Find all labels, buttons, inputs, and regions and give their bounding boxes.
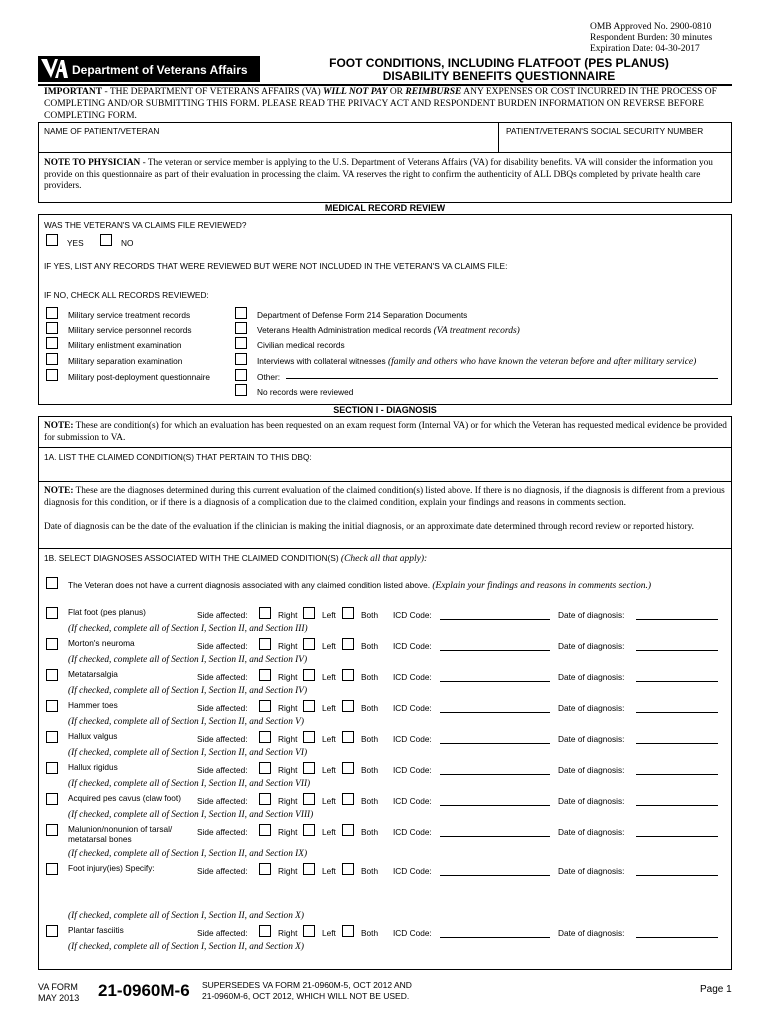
icd-code-label: ICD Code: — [393, 827, 432, 837]
diagnosis-checkbox[interactable] — [46, 638, 58, 650]
date-of-diagnosis-label: Date of diagnosis: — [558, 610, 625, 620]
left-side-checkbox[interactable] — [303, 793, 315, 805]
right-label: Right — [278, 796, 298, 806]
expiration-date: Expiration Date: 04-30-2017 — [590, 44, 700, 54]
date-of-diagnosis-label: Date of diagnosis: — [558, 703, 625, 713]
left-side-checkbox[interactable] — [303, 731, 315, 743]
both-label: Both — [361, 641, 379, 651]
diagnosis-instruction: (If checked, complete all of Section I, Section II, and Section VIII) — [68, 810, 314, 820]
left-label: Left — [322, 827, 336, 837]
diagnosis-name: Flat foot (pes planus) — [68, 607, 146, 617]
side-affected-label: Side affected: — [197, 827, 248, 837]
claims-reviewed-no-checkbox[interactable] — [100, 234, 112, 246]
icd-code-label: ICD Code: — [393, 610, 432, 620]
left-side-checkbox[interactable] — [303, 824, 315, 836]
section1-note1: NOTE: These are condition(s) for which an evaluation has been requested on an exam request form (Internal VA) or for which the Veteran has requested medical evidence be provided for submission to VA. — [44, 421, 727, 443]
record-checkbox[interactable] — [46, 322, 58, 334]
agency-name: Department of Veterans Affairs — [72, 63, 248, 77]
diagnosis-checkbox[interactable] — [46, 700, 58, 712]
diagnosis-checkbox[interactable] — [46, 824, 58, 836]
diagnosis-name: Acquired pes cavus (claw foot) — [68, 793, 181, 803]
right-label: Right — [278, 765, 298, 775]
date-of-diagnosis-field[interactable] — [636, 875, 718, 876]
diagnosis-instruction: (If checked, complete all of Section I, Section II, and Section X) — [68, 911, 304, 921]
left-label: Left — [322, 610, 336, 620]
right-label: Right — [278, 703, 298, 713]
icd-code-label: ICD Code: — [393, 765, 432, 775]
left-label: Left — [322, 866, 336, 876]
footer-date: MAY 2013 — [38, 993, 80, 1003]
both-sides-checkbox[interactable] — [342, 700, 354, 712]
left-side-checkbox[interactable] — [303, 638, 315, 650]
medical-record-review-header: MEDICAL RECORD REVIEW — [38, 202, 732, 215]
right-side-checkbox[interactable] — [259, 669, 271, 681]
diagnosis-instruction: (If checked, complete all of Section I, Section II, and Section VII) — [68, 779, 311, 789]
left-label: Left — [322, 928, 336, 938]
right-side-checkbox[interactable] — [259, 638, 271, 650]
icd-code-label: ICD Code: — [393, 734, 432, 744]
form-title-line1: FOOT CONDITIONS, INCLUDING FLATFOOT (PES PLANUS) — [329, 56, 669, 70]
record-checkbox[interactable] — [46, 369, 58, 381]
icd-code-field[interactable] — [440, 805, 550, 806]
left-side-checkbox[interactable] — [303, 762, 315, 774]
patient-name-field[interactable] — [38, 122, 498, 152]
icd-code-field[interactable] — [440, 681, 550, 682]
diagnosis-name: Plantar fasciitis — [68, 925, 124, 935]
diagnosis-instruction: (If checked, complete all of Section I, Section II, and Section VI) — [68, 748, 308, 758]
icd-code-field[interactable] — [440, 650, 550, 651]
both-label: Both — [361, 703, 379, 713]
left-side-checkbox[interactable] — [303, 669, 315, 681]
right-side-checkbox[interactable] — [259, 793, 271, 805]
diagnosis-instruction: (If checked, complete all of Section I, Section II, and Section IX) — [68, 849, 308, 859]
record-label: Military service personnel records — [68, 325, 192, 335]
side-affected-label: Side affected: — [197, 641, 248, 651]
record-label: Interviews with collateral witnesses (family and others who have known the veteran before and after military service) — [257, 356, 697, 367]
icd-code-field[interactable] — [440, 774, 550, 775]
side-affected-label: Side affected: — [197, 672, 248, 682]
right-label: Right — [278, 610, 298, 620]
left-label: Left — [322, 672, 336, 682]
icd-code-field[interactable] — [440, 875, 550, 876]
date-of-diagnosis-field[interactable] — [636, 774, 718, 775]
important-notice: IMPORTANT - THE DEPARTMENT OF VETERANS AFFAIRS (VA) WILL NOT PAY OR REIMBURSE ANY EXPENSES OR COST INCURRED IN THE PROCESS OF COMPLETING AND/OR SUBMITTING THIS FORM. PLEASE READ THE PRIVACY ACT AND RESPONDENT BURDEN INFORMATION ON REVERSE BEFORE COMPLETING FORM. — [44, 87, 717, 121]
section1-note2: NOTE: These are the diagnoses determined during this current evaluation of the claimed condition(s) listed above. If there is no diagnosis, if the diagnosis is different from a previous diagnosis for this condition, or if there is a diagnosis of a complication due to the claimed condition, explain your findings and reasons in comments section. — [44, 486, 725, 508]
date-of-diagnosis-field[interactable] — [636, 836, 718, 837]
footer-supersedes: SUPERSEDES VA FORM 21-0960M-5, OCT 2012 AND 21-0960M-6, OCT 2012, WHICH WILL NOT BE USED. — [202, 980, 412, 1001]
important-label: IMPORTANT — [44, 87, 103, 97]
both-label: Both — [361, 866, 379, 876]
footer-form-number: 21-0960M-6 — [98, 981, 190, 1000]
both-sides-checkbox[interactable] — [342, 793, 354, 805]
both-sides-checkbox[interactable] — [342, 638, 354, 650]
date-of-diagnosis-label: Date of diagnosis: — [558, 734, 625, 744]
both-label: Both — [361, 610, 379, 620]
both-sides-checkbox[interactable] — [342, 669, 354, 681]
record-checkbox[interactable] — [235, 353, 247, 365]
patient-ssn-label: PATIENT/VETERAN'S SOCIAL SECURITY NUMBER — [506, 126, 704, 136]
both-label: Both — [361, 734, 379, 744]
record-label: Veterans Health Administration medical records (VA treatment records) — [257, 325, 520, 336]
record-label: Military post-deployment questionnaire — [68, 372, 211, 382]
record-label: Military enlistment examination — [68, 340, 182, 350]
omb-number: OMB Approved No. 2900-0810 — [590, 22, 712, 32]
no-diagnosis-checkbox[interactable] — [46, 577, 58, 589]
date-of-diagnosis-field[interactable] — [636, 937, 718, 938]
date-of-diagnosis-label: Date of diagnosis: — [558, 796, 625, 806]
claims-reviewed-yes-checkbox[interactable] — [46, 234, 58, 246]
date-of-diagnosis-label: Date of diagnosis: — [558, 672, 625, 682]
form-title — [266, 57, 732, 83]
date-of-diagnosis-field[interactable] — [636, 805, 718, 806]
right-side-checkbox[interactable] — [259, 824, 271, 836]
icd-code-field[interactable] — [440, 712, 550, 713]
icd-code-label: ICD Code: — [393, 796, 432, 806]
footer-form-id — [38, 982, 79, 1004]
date-of-diagnosis-label: Date of diagnosis: — [558, 641, 625, 651]
diagnosis-name: Metatarsalgia — [68, 669, 118, 679]
diagnosis-checkbox[interactable] — [46, 925, 58, 937]
date-of-diagnosis-field[interactable] — [636, 743, 718, 744]
diagnosis-checkbox[interactable] — [46, 731, 58, 743]
right-label: Right — [278, 672, 298, 682]
left-label: Left — [322, 765, 336, 775]
right-side-checkbox[interactable] — [259, 731, 271, 743]
no-label: NO — [121, 238, 134, 248]
date-of-diagnosis-label: Date of diagnosis: — [558, 928, 625, 938]
diagnosis-name: Foot injury(ies) Specify: — [68, 863, 155, 873]
record-label: Military separation examination — [68, 356, 183, 366]
diagnosis-instruction: (If checked, complete all of Section I, Section II, and Section X) — [68, 942, 304, 952]
diagnosis-name: Malunion/nonunion of tarsal/ metatarsal bones — [68, 824, 173, 844]
footer-page: Page 1 — [700, 984, 732, 995]
side-affected-label: Side affected: — [197, 610, 248, 620]
patient-ssn-field[interactable] — [498, 122, 732, 152]
va-logo-icon — [40, 57, 68, 81]
icd-code-field[interactable] — [440, 743, 550, 744]
section1-note2-date: Date of diagnosis can be the date of the evaluation if the clinician is making the initial diagnosis, or an approximate date determined through record review or reported history. — [44, 522, 694, 532]
right-label: Right — [278, 734, 298, 744]
question-1b: 1B. SELECT DIAGNOSES ASSOCIATED WITH THE CLAIMED CONDITION(S) (Check all that apply): — [44, 553, 428, 564]
both-sides-checkbox[interactable] — [342, 925, 354, 937]
record-checkbox[interactable] — [235, 369, 247, 381]
diagnosis-checkbox[interactable] — [46, 762, 58, 774]
section1-header: SECTION I - DIAGNOSIS — [38, 404, 732, 417]
side-affected-label: Side affected: — [197, 928, 248, 938]
side-affected-label: Side affected: — [197, 866, 248, 876]
record-checkbox[interactable] — [235, 384, 247, 396]
left-side-checkbox[interactable] — [303, 863, 315, 875]
both-sides-checkbox[interactable] — [342, 863, 354, 875]
record-label: Department of Defense Form 214 Separation Documents — [257, 310, 468, 320]
omb-info — [590, 22, 712, 55]
right-label: Right — [278, 866, 298, 876]
left-side-checkbox[interactable] — [303, 700, 315, 712]
right-side-checkbox[interactable] — [259, 700, 271, 712]
left-label: Left — [322, 641, 336, 651]
diagnosis-checkbox[interactable] — [46, 863, 58, 875]
icd-code-label: ICD Code: — [393, 703, 432, 713]
diagnosis-checkbox[interactable] — [46, 793, 58, 805]
record-checkbox[interactable] — [235, 337, 247, 349]
date-of-diagnosis-field[interactable] — [636, 619, 718, 620]
note-to-physician: NOTE TO PHYSICIAN - The veteran or service member is applying to the U.S. Department of Veterans Affairs (VA) for disability benefits. VA will consider the information you provide on this questionnaire as part of their evaluation in processing the claim. VA reserves the right to confirm the authenticity of ALL DBQs completed by private health care providers. — [44, 158, 713, 191]
both-label: Both — [361, 796, 379, 806]
if-yes-instruction: IF YES, LIST ANY RECORDS THAT WERE REVIEWED BUT WERE NOT INCLUDED IN THE VETERAN'S VA CLAIMS FILE: — [44, 261, 508, 271]
diagnosis-instruction: (If checked, complete all of Section I, Section II, and Section IV) — [68, 686, 308, 696]
record-checkbox[interactable] — [235, 307, 247, 319]
icd-code-label: ICD Code: — [393, 866, 432, 876]
record-checkbox[interactable] — [46, 337, 58, 349]
icd-code-label: ICD Code: — [393, 928, 432, 938]
both-label: Both — [361, 827, 379, 837]
icd-code-field[interactable] — [440, 619, 550, 620]
diagnosis-name: Hallux rigidus — [68, 762, 118, 772]
date-of-diagnosis-label: Date of diagnosis: — [558, 765, 625, 775]
diagnosis-instruction: (If checked, complete all of Section I, Section II, and Section III) — [68, 624, 308, 634]
left-side-checkbox[interactable] — [303, 607, 315, 619]
diagnosis-name: Hallux valgus — [68, 731, 118, 741]
right-label: Right — [278, 827, 298, 837]
left-label: Left — [322, 703, 336, 713]
icd-code-label: ICD Code: — [393, 641, 432, 651]
date-of-diagnosis-field[interactable] — [636, 650, 718, 651]
right-label: Right — [278, 641, 298, 651]
left-side-checkbox[interactable] — [303, 925, 315, 937]
both-sides-checkbox[interactable] — [342, 824, 354, 836]
record-label: Other: — [257, 372, 281, 382]
record-label: Military service treatment records — [68, 310, 191, 320]
va-agency-banner — [38, 56, 260, 82]
side-affected-label: Side affected: — [197, 765, 248, 775]
icd-code-label: ICD Code: — [393, 672, 432, 682]
claims-file-question: WAS THE VETERAN'S VA CLAIMS FILE REVIEWED? — [44, 220, 247, 230]
both-label: Both — [361, 672, 379, 682]
both-sides-checkbox[interactable] — [342, 607, 354, 619]
date-of-diagnosis-label: Date of diagnosis: — [558, 866, 625, 876]
other-records-line[interactable] — [286, 378, 718, 379]
date-of-diagnosis-label: Date of diagnosis: — [558, 827, 625, 837]
yes-label: YES — [67, 238, 84, 248]
icd-code-field[interactable] — [440, 937, 550, 938]
if-no-instruction: IF NO, CHECK ALL RECORDS REVIEWED: — [44, 290, 209, 300]
diagnosis-checkbox[interactable] — [46, 669, 58, 681]
both-sides-checkbox[interactable] — [342, 762, 354, 774]
no-diagnosis-label: The Veteran does not have a current diagnosis associated with any claimed condition listed above. (Explain your findings and reasons in comments section.) — [68, 580, 652, 591]
right-side-checkbox[interactable] — [259, 607, 271, 619]
both-label: Both — [361, 765, 379, 775]
date-of-diagnosis-field[interactable] — [636, 712, 718, 713]
diagnosis-name: Hammer toes — [68, 700, 118, 710]
patient-name-label: NAME OF PATIENT/VETERAN — [44, 126, 160, 136]
record-checkbox[interactable] — [46, 353, 58, 365]
record-label: No records were reviewed — [257, 387, 354, 397]
respondent-burden: Respondent Burden: 30 minutes — [590, 33, 713, 43]
record-label: Civilian medical records — [257, 340, 345, 350]
right-label: Right — [278, 928, 298, 938]
right-side-checkbox[interactable] — [259, 925, 271, 937]
footer-va-form: VA FORM — [38, 982, 78, 992]
claimed-conditions-field[interactable] — [38, 462, 732, 480]
diagnosis-name: Morton's neuroma — [68, 638, 135, 648]
diagnosis-checkbox[interactable] — [46, 607, 58, 619]
icd-code-field[interactable] — [440, 836, 550, 837]
right-side-checkbox[interactable] — [259, 762, 271, 774]
diagnosis-instruction: (If checked, complete all of Section I, Section II, and Section V) — [68, 717, 304, 727]
question-1a: 1A. LIST THE CLAIMED CONDITION(S) THAT PERTAIN TO THIS DBQ: — [44, 452, 312, 462]
side-affected-label: Side affected: — [197, 796, 248, 806]
record-checkbox[interactable] — [46, 307, 58, 319]
side-affected-label: Side affected: — [197, 703, 248, 713]
record-checkbox[interactable] — [235, 322, 247, 334]
left-label: Left — [322, 796, 336, 806]
right-side-checkbox[interactable] — [259, 863, 271, 875]
both-sides-checkbox[interactable] — [342, 731, 354, 743]
both-label: Both — [361, 928, 379, 938]
left-label: Left — [322, 734, 336, 744]
diagnosis-instruction: (If checked, complete all of Section I, Section II, and Section IV) — [68, 655, 308, 665]
form-title-line2: DISABILITY BENEFITS QUESTIONNAIRE — [382, 69, 616, 83]
side-affected-label: Side affected: — [197, 734, 248, 744]
date-of-diagnosis-field[interactable] — [636, 681, 718, 682]
